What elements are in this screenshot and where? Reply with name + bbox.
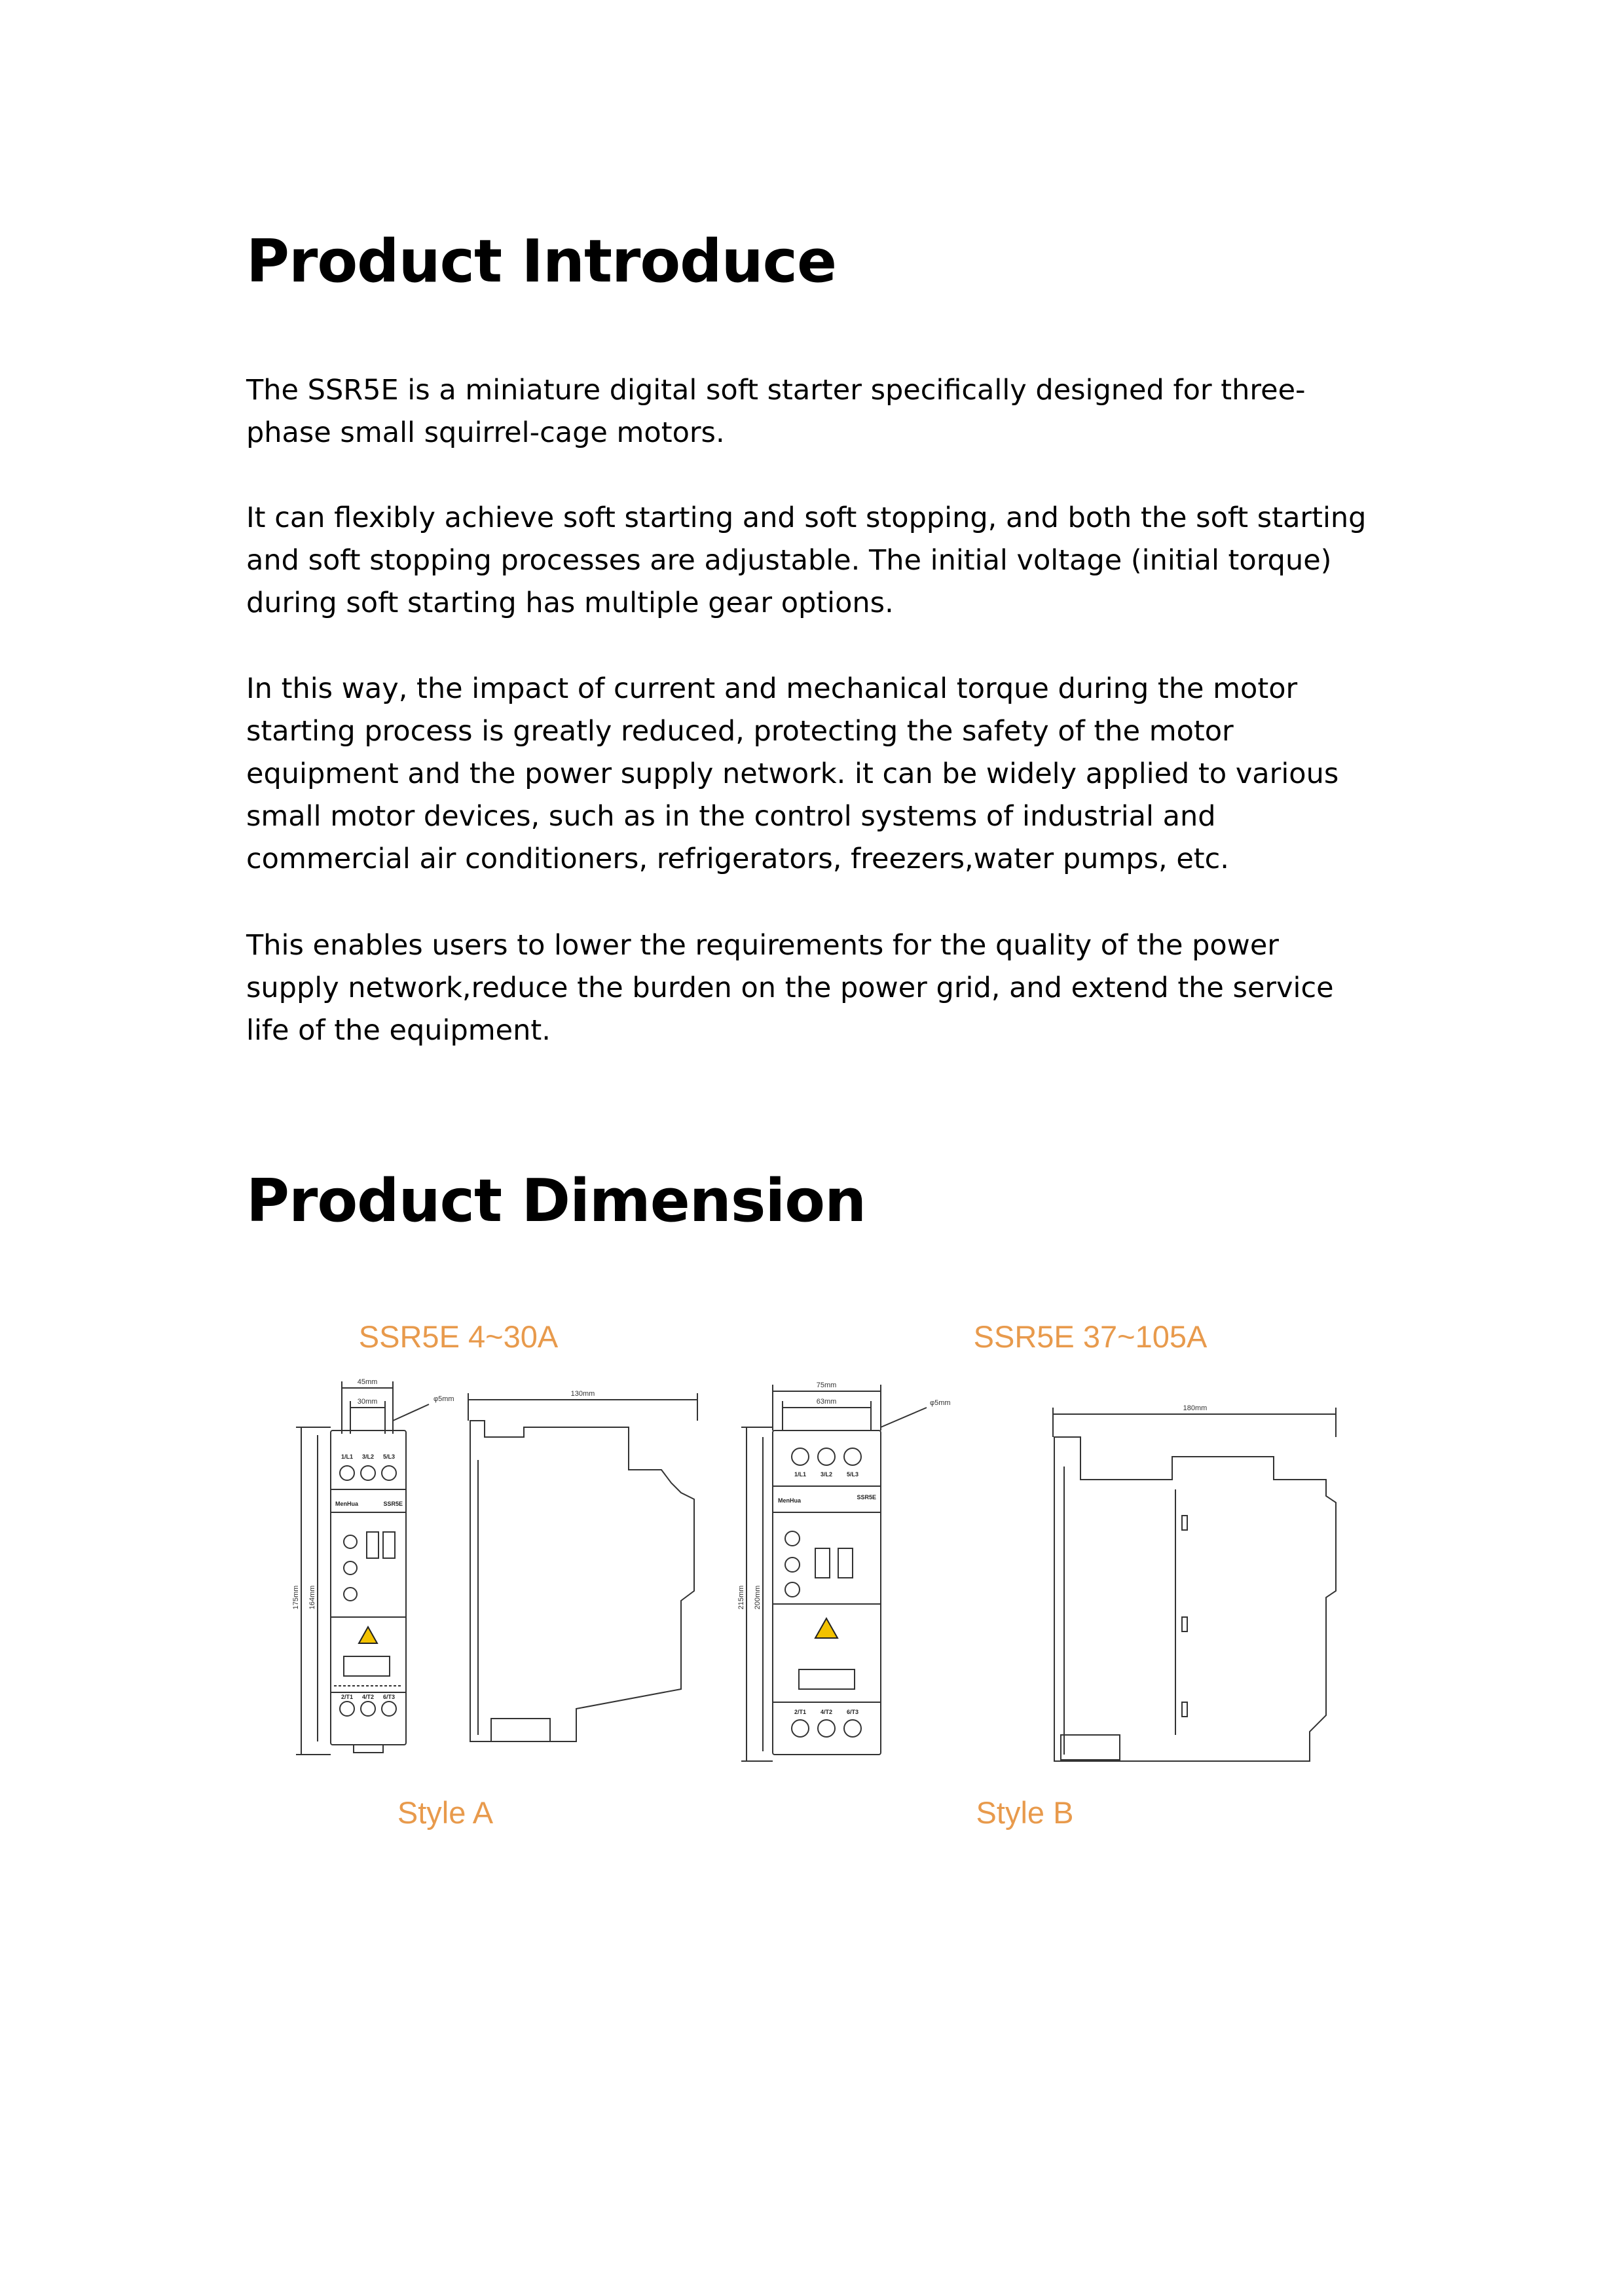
style-b-label: Style B — [976, 1795, 1074, 1830]
style-a-model: SSR5E — [383, 1501, 403, 1507]
style-b-top-terminal-1: 1/L1 — [794, 1471, 807, 1478]
style-a-side-view — [468, 1393, 697, 1741]
style-b-height-outer: 215mm — [737, 1585, 745, 1610]
style-a-height-outer: 175mm — [292, 1585, 300, 1610]
style-b-top-terminal-3: 5/L3 — [846, 1471, 859, 1478]
intro-paragraph-3: In this way, the impact of current and mechanical torque during the motor starting process is greatly reduced, protecting the safety of the motor equipment and the power supply network. it can be widely applied to various small motor devices, such as in the control systems of industrial and commercial air conditioners, refrigerators, freezers,water pumps, etc. — [246, 672, 1339, 875]
intro-paragraph-2: It can flexibly achieve soft starting and soft stopping, and both the soft starting and soft stopping processes are adjustable. The initial voltage (initial torque) during soft starting has multiple gear options. — [246, 501, 1367, 619]
style-b-brand: MenHua — [778, 1497, 802, 1504]
style-a-top-terminal-1: 1/L1 — [341, 1453, 354, 1460]
style-b-bottom-terminal-2: 4/T2 — [820, 1709, 833, 1715]
style-b-width-inner: 63mm — [816, 1398, 837, 1406]
style-b-side-view — [1053, 1408, 1336, 1761]
style-a-bottom-terminal-1: 2/T1 — [341, 1694, 354, 1700]
intro-paragraph-4: This enables users to lower the requirements for the quality of the power supply network,reduce the burden on the power grid, and extend the service life of the equipment. — [246, 929, 1334, 1047]
style-a-height-inner: 164mm — [308, 1585, 316, 1610]
style-a-label: Style A — [397, 1795, 494, 1830]
dimension-heading: Product Dimension — [246, 1167, 866, 1235]
style-b-bottom-terminal-3: 6/T3 — [846, 1709, 859, 1715]
style-a-bottom-terminal-2: 4/T2 — [361, 1694, 375, 1700]
style-b-top-terminal-2: 3/L2 — [820, 1471, 833, 1478]
dimension-figure — [262, 1316, 1375, 1872]
style-b-front-view — [741, 1385, 927, 1761]
style-a-hole: φ5mm — [434, 1395, 454, 1403]
style-a-bottom-terminal-3: 6/T3 — [382, 1694, 396, 1700]
style-b-depth: 180mm — [1183, 1404, 1208, 1412]
style-b-bottom-terminal-1: 2/T1 — [794, 1709, 807, 1715]
intro-paragraph-1: The SSR5E is a miniature digital soft starter specifically designed for three-phase small squirrel-cage motors. — [246, 374, 1306, 449]
style-b-height-inner: 200mm — [754, 1585, 762, 1610]
style-b-model: SSR5E — [857, 1494, 876, 1501]
style-a-top-terminal-2: 3/L2 — [361, 1453, 375, 1460]
intro-heading: Product Introduce — [246, 227, 837, 296]
style-b-model-label: SSR5E 37~105A — [973, 1319, 1208, 1354]
style-a-width-outer: 45mm — [357, 1378, 378, 1386]
style-b-hole: φ5mm — [930, 1399, 951, 1407]
style-a-depth: 130mm — [570, 1390, 595, 1398]
style-b-width-outer: 75mm — [816, 1381, 837, 1389]
style-a-brand: MenHua — [335, 1501, 359, 1507]
dimension-drawing — [262, 1316, 1375, 1872]
style-a-model-label: SSR5E 4~30A — [358, 1319, 559, 1354]
style-a-width-inner: 30mm — [357, 1398, 378, 1406]
style-a-top-terminal-3: 5/L3 — [382, 1453, 396, 1460]
